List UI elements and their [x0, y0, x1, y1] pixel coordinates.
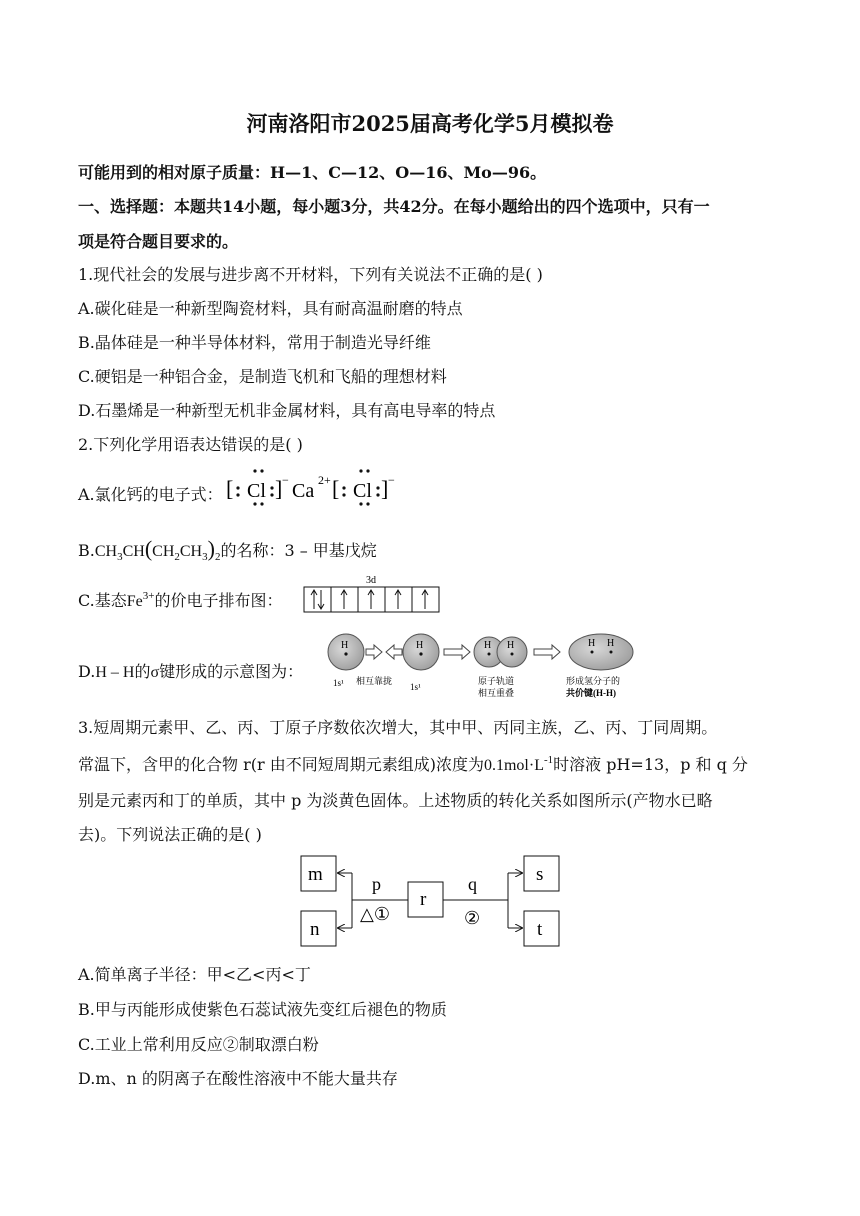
sigma-bond-diagram [326, 630, 646, 704]
structural-formula: $CH_3CH(CH_2CH_3)_2$ [94, 536, 221, 563]
h-label: H [588, 638, 596, 649]
q3-stem-line2 [78, 752, 748, 775]
q3-stem-line1: 3.短周期元素甲、乙、丙、丁原子序数依次增大，其中甲、丙同主族，乙、丙、丁同周期。 [78, 718, 718, 737]
label-q: q [468, 874, 477, 894]
ca-charge: 2+ [318, 473, 331, 487]
q2-option-b-label: B. [78, 541, 95, 560]
q3-stem-line3: 别是元素丙和丁的单质，其中 p 为淡黄色固体。上述物质的转化关系如图所示(产物水已略 [78, 791, 713, 810]
condition-1: △① [360, 904, 390, 924]
label-overlap-2: 相互重叠 [478, 688, 515, 698]
svg-text:]: ] [275, 476, 283, 501]
orbital-label-3d: 3d [366, 575, 376, 586]
sigma-symbol: σ [150, 664, 160, 681]
cacl2-electron-formula [224, 466, 404, 510]
svg-text:]: ] [381, 476, 389, 501]
svg-text:[: [ [332, 476, 340, 501]
approach-arrow-left [386, 645, 402, 659]
q2-option-c-text: 的价电子排布图： [154, 591, 283, 610]
concentration: 0.1mol·L [483, 757, 544, 774]
conversion-diagram [296, 852, 564, 952]
h-label: H [341, 640, 349, 651]
cl-charge-right: − [388, 473, 395, 487]
q1-option-c: C.硬铝是一种铝合金，是制造飞机和飞船的理想材料 [78, 367, 447, 386]
q3-option-d: D.m、n 的阴离子在酸性溶液中不能大量共存 [78, 1069, 398, 1088]
approach-arrow-right [366, 645, 382, 659]
1s1-right: 1s¹ [410, 682, 421, 692]
label-t: t [537, 919, 543, 940]
q1-option-a: A.碳化硅是一种新型陶瓷材料，具有耐高温耐磨的特点 [78, 299, 463, 318]
q3-option-a: A.简单离子半径：甲<乙<丙<丁 [78, 965, 311, 984]
q3-option-c: C.工业上常利用反应②制取漂白粉 [78, 1035, 319, 1054]
q2-option-a-label: A.氯化钙的电子式： [78, 485, 223, 504]
label-overlap-1: 原子轨道 [478, 676, 515, 686]
q3-option-b: B.甲与丙能形成使紫色石蕊试液先变红后褪色的物质 [78, 1000, 447, 1019]
q1-option-b: B.晶体硅是一种半导体材料，常用于制造光导纤维 [78, 333, 431, 352]
arrow-to-overlap [444, 645, 470, 659]
h2-molecule-orbital [569, 634, 633, 670]
q2-option-d [78, 659, 303, 682]
condition-2: ② [464, 908, 481, 928]
q2-option-c-label: C.基态 [78, 591, 127, 610]
arrow-to-bond [534, 645, 560, 659]
q1-option-d: D.石墨烯是一种新型无机非金属材料，具有高电导率的特点 [78, 401, 496, 420]
q2-option-d-label: D. [78, 662, 96, 681]
label-r: r [420, 889, 427, 910]
label-approach: 相互靠拢 [356, 676, 393, 686]
fe-symbol: Fe [126, 593, 143, 610]
svg-text:[: [ [226, 476, 234, 501]
q1-stem: 1.现代社会的发展与进步离不开材料，下列有关说法不正确的是( ) [78, 265, 543, 284]
ca-symbol: Ca [292, 480, 315, 502]
h-label: H [607, 638, 615, 649]
fe3-orbital-diagram [302, 571, 442, 615]
q3-stem-line2-b: 时溶液 pH=13，p 和 q 分 [553, 755, 748, 774]
label-m: m [308, 864, 323, 885]
h-label: H [416, 640, 424, 651]
q2-option-b [78, 536, 377, 562]
label-n: n [310, 919, 320, 940]
fe-charge: 3+ [142, 590, 155, 602]
h-label: H [507, 640, 515, 651]
h-label: H [484, 640, 492, 651]
page-title: 河南洛阳市2025届高考化学5月模拟卷 [246, 111, 614, 136]
label-s: s [536, 864, 544, 885]
label-bond-2: 共价键(H-H) [566, 688, 616, 698]
q2-option-c [78, 588, 283, 611]
q3-stem-line2-a: 常温下，含甲的化合物 r(r 由不同短周期元素组成)浓度为 [78, 755, 484, 774]
cl-symbol-right: Cl [353, 480, 372, 502]
cl-charge-left: − [282, 473, 289, 487]
q2-option-d-mid: 的 [134, 662, 151, 681]
label-bond-1: 形成氢分子的 [566, 676, 621, 686]
cl-symbol-left: Cl [247, 480, 266, 502]
concentration-exponent: -1 [543, 754, 554, 766]
q2-option-d-text: 键形成的示意图为： [159, 662, 304, 681]
section-heading-line1: 一、选择题：本题共14小题，每小题3分，共42分。在每小题给出的四个选项中，只有一 [78, 197, 710, 216]
q2-option-b-text: 的名称：3 – 甲基戊烷 [220, 541, 377, 560]
atomic-mass-note: 可能用到的相对原子质量：H—1、C—12、O—16、Mo—96。 [78, 163, 547, 182]
1s1-left: 1s¹ [333, 678, 344, 688]
q2-option-a [78, 482, 223, 505]
section-heading-line2: 项是符合题目要求的。 [78, 232, 239, 251]
hh-bond: H – H [95, 664, 135, 681]
label-p: p [372, 874, 381, 894]
q3-stem-line4: 去)。下列说法正确的是( ) [78, 825, 262, 844]
q2-stem: 2.下列化学用语表达错误的是( ) [78, 435, 303, 454]
